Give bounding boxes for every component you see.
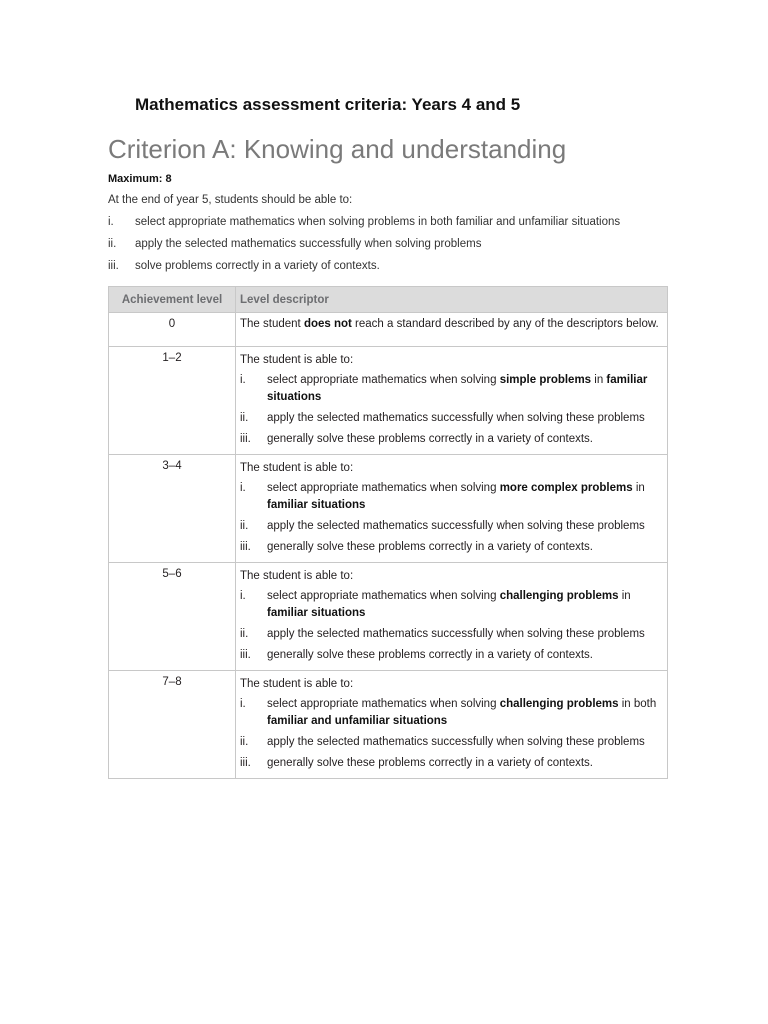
descriptor-number: i.	[240, 698, 246, 710]
descriptor-text-part: select appropriate mathematics when solving	[267, 374, 500, 386]
descriptor-text	[267, 372, 663, 406]
descriptor-list	[240, 696, 663, 772]
objectives-intro: At the end of year 5, students should be able to:	[108, 194, 353, 206]
descriptor-list	[240, 372, 663, 448]
table-row	[109, 563, 668, 671]
descriptor-text	[267, 696, 663, 730]
descriptor-item	[240, 539, 663, 556]
column-header-achievement-level: Achievement level	[109, 287, 236, 313]
achievement-level-cell: 0	[109, 313, 236, 347]
descriptor-emphasis: more complex problems	[499, 482, 633, 494]
descriptor-item	[240, 755, 663, 772]
descriptor-number: iii.	[240, 757, 251, 769]
table-header-row	[109, 287, 668, 313]
table-row	[109, 347, 668, 455]
descriptor-number: iii.	[240, 433, 251, 445]
descriptor-number: ii.	[240, 520, 249, 532]
descriptor-item	[240, 588, 663, 622]
criterion-title: Criterion A: Knowing and understanding	[108, 134, 567, 164]
descriptor-emphasis: does not	[303, 318, 352, 330]
descriptor-item	[240, 480, 663, 514]
descriptor-number: iii.	[240, 541, 251, 553]
level-descriptor-cell	[236, 347, 668, 455]
column-header-level-descriptor: Level descriptor	[236, 287, 668, 313]
descriptor-text: generally solve these problems correctly in a variety of contexts.	[267, 433, 593, 445]
descriptor-text: apply the selected mathematics successfully when solving these problems	[267, 520, 645, 532]
descriptor-text-part: in	[632, 482, 645, 494]
descriptor-text: generally solve these problems correctly in a variety of contexts.	[267, 541, 593, 553]
objective-text: solve problems correctly in a variety of contexts.	[135, 260, 380, 272]
descriptor-text-part: in	[591, 374, 607, 386]
objectives-list	[108, 216, 620, 282]
descriptor-text-part: select appropriate mathematics when solving	[267, 698, 500, 710]
objective-number: i.	[108, 216, 114, 228]
criteria-table	[108, 286, 668, 779]
descriptor-number: ii.	[240, 628, 249, 640]
level-descriptor-cell	[236, 313, 668, 347]
descriptor-text	[267, 480, 663, 514]
descriptor-text: apply the selected mathematics successfully when solving these problems	[267, 628, 645, 640]
objective-item	[108, 216, 620, 238]
level-descriptor-cell	[236, 455, 668, 563]
descriptor-text-part: select appropriate mathematics when solving	[267, 482, 500, 494]
descriptor-emphasis: familiar situations	[267, 607, 366, 619]
descriptor-item	[240, 734, 663, 751]
descriptor-text: generally solve these problems correctly in a variety of contexts.	[267, 757, 593, 769]
table-row	[109, 313, 668, 347]
descriptor-text-part: in both	[618, 698, 657, 710]
descriptor-text: apply the selected mathematics successfully when solving these problems	[267, 736, 645, 748]
descriptor-intro: The student is able to:	[240, 462, 354, 474]
maximum-score: Maximum: 8	[108, 173, 172, 185]
descriptor-item	[240, 410, 663, 427]
descriptor-item	[240, 431, 663, 448]
table-row	[109, 671, 668, 779]
descriptor-number: iii.	[240, 649, 251, 661]
descriptor-emphasis: simple problems	[499, 374, 592, 386]
descriptor-emphasis: familiar situations	[267, 374, 648, 403]
descriptor-item	[240, 372, 663, 406]
descriptor-text: apply the selected mathematics successfully when solving these problems	[267, 412, 645, 424]
descriptor-number: i.	[240, 590, 246, 602]
descriptor-intro: The student is able to:	[240, 354, 354, 366]
achievement-level-cell: 3–4	[109, 455, 236, 563]
descriptor-text: The student	[240, 318, 304, 330]
objective-number: iii.	[108, 260, 119, 272]
descriptor-emphasis: familiar situations	[267, 499, 366, 511]
descriptor-emphasis: challenging problems	[499, 698, 619, 710]
objective-number: ii.	[108, 238, 117, 250]
level-descriptor-cell	[236, 563, 668, 671]
level-descriptor-cell	[236, 671, 668, 779]
descriptor-text-part: in	[618, 590, 631, 602]
descriptor-text	[267, 588, 663, 622]
descriptor-item	[240, 626, 663, 643]
descriptor-text: generally solve these problems correctly in a variety of contexts.	[267, 649, 593, 661]
descriptor-list	[240, 588, 663, 664]
descriptor-emphasis: challenging problems	[499, 590, 619, 602]
descriptor-number: ii.	[240, 736, 249, 748]
descriptor-intro: The student is able to:	[240, 570, 354, 582]
descriptor-number: i.	[240, 374, 246, 386]
achievement-level-cell: 7–8	[109, 671, 236, 779]
descriptor-number: i.	[240, 482, 246, 494]
achievement-level-cell: 5–6	[109, 563, 236, 671]
objective-text: select appropriate mathematics when solving problems in both familiar and unfamiliar situations	[135, 216, 621, 228]
descriptor-item	[240, 647, 663, 664]
achievement-level-cell: 1–2	[109, 347, 236, 455]
descriptor-list	[240, 480, 663, 556]
objective-item	[108, 260, 620, 282]
objective-text: apply the selected mathematics successfully when solving problems	[135, 238, 482, 250]
descriptor-text-part: select appropriate mathematics when solving	[267, 590, 500, 602]
table-row	[109, 455, 668, 563]
descriptor-emphasis: familiar and unfamiliar situations	[267, 715, 448, 727]
descriptor-item	[240, 696, 663, 730]
descriptor-item	[240, 518, 663, 535]
descriptor-intro: The student is able to:	[240, 678, 354, 690]
descriptor-text: reach a standard described by any of the descriptors below.	[351, 318, 659, 330]
objective-item	[108, 238, 620, 260]
page-heading: Mathematics assessment criteria: Years 4 and 5	[135, 95, 521, 114]
descriptor-number: ii.	[240, 412, 249, 424]
